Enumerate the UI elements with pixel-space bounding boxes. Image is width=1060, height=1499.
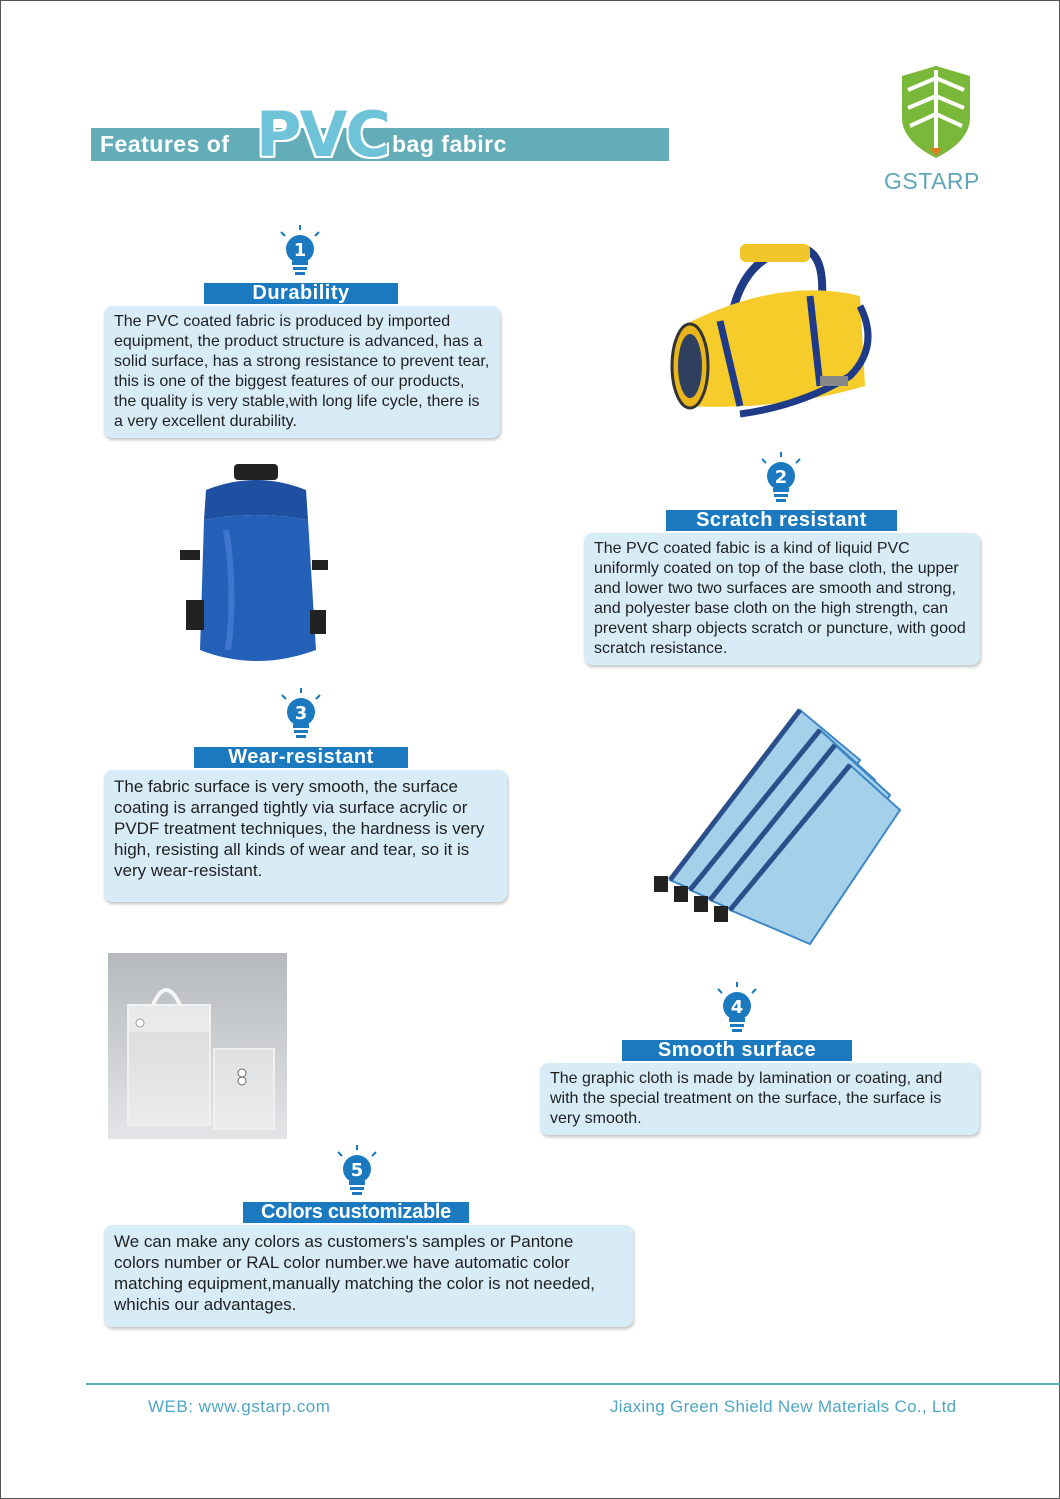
bulb-number-2-icon [758, 452, 804, 508]
feature-title-wear-resistant: Wear-resistant [194, 747, 408, 768]
gstarp-shield-logo [896, 64, 976, 160]
feature-title-scratch-resistant: Scratch resistant [666, 510, 897, 531]
bulb-number: 3 [294, 703, 308, 724]
logo-text: GSTARP [884, 168, 980, 194]
footer-website: WEB: www.gstarp.com [148, 1397, 331, 1416]
title-suffix: bag fabirc [392, 131, 507, 157]
bulb-number-1-icon [277, 225, 323, 281]
blue-dry-bag-image [176, 460, 336, 672]
bulb-number-5-icon [334, 1145, 380, 1201]
footer-divider [86, 1383, 1060, 1385]
feature-title-durability: Durability [204, 283, 398, 304]
title-prefix: Features of [100, 131, 230, 157]
yellow-duffel-bag-image [660, 236, 890, 426]
feature-text-scratch-resistant: The PVC coated fabic is a kind of liquid PVC uniformly coated on top of the base cloth, the upper and lower two two surfaces are smooth and strong, and polyester base cloth on the high strength, can prevent sharp objects scratch or puncture, with good scratch resistance. [584, 533, 980, 665]
feature-title-colors-customizable: Colors customizable [243, 1202, 469, 1223]
feature-text-smooth-surface: The graphic cloth is made by lamination or coating, and with the special treatment on the surface, the surface is very smooth. [540, 1063, 979, 1135]
bulb-number-3-icon [278, 688, 324, 744]
bulb-number: 4 [730, 997, 744, 1018]
feature-title-smooth-surface: Smooth surface [622, 1040, 852, 1061]
clear-pvc-bags-image [108, 953, 287, 1139]
bulb-number-4-icon [714, 982, 760, 1038]
feature-text-colors-customizable: We can make any colors as customers's samples or Pantone colors number or RAL color number.we have automatic color matching equipment,manually matching the color is not needed, whichis our advantages. [104, 1225, 633, 1327]
footer-company-name: Jiaxing Green Shield New Materials Co., Ltd [610, 1397, 957, 1416]
bulb-number: 5 [350, 1160, 364, 1181]
bulb-number: 1 [293, 240, 307, 261]
feature-text-wear-resistant: The fabric surface is very smooth, the surface coating is arranged tightly via surface acrylic or PVDF treatment techniques, the hardness is very high, resisting all kinds of wear and tear, so it is very wear-resistant. [104, 770, 507, 902]
feature-text-durability: The PVC coated fabric is produced by imported equipment, the product structure is advanced, has a solid surface, has a strong resistance to prevent tear, this is one of the biggest features of our products, the quality is very stable,with long life cycle, there is a very excellent durability. [104, 306, 500, 438]
bulb-number: 2 [774, 467, 788, 488]
title-highlight: PVC [256, 98, 389, 171]
mesh-zipper-pouches-image [650, 700, 915, 948]
